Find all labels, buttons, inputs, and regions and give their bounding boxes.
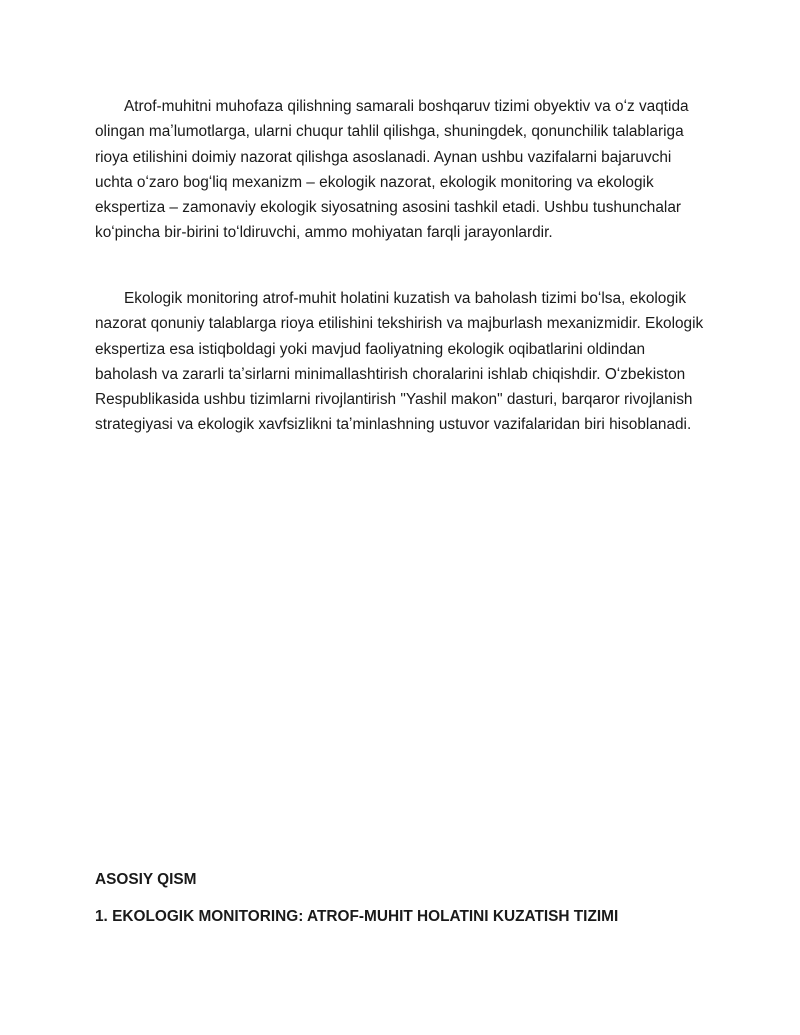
section-heading: ASOSIY QISM xyxy=(95,871,197,888)
body-paragraph: Ekologik monitoring atrof-muhit holatini kuzatish va baholash tizimi boʻlsa, ekologik nazorat qonuniy talablarga rioya etilishini tekshirish va majburlash mexanizmidir. Ekologik ekspertiza esa istiqboldagi yoki mavjud faoliyatning ekologik oqibatlarini oldindan baholash va zararli taʼsirlarni minimallashtirish choralarini ishlab chiqishdir. Oʻzbekiston Respublikasida ushbu tizimlarni rivojlantirish "Yashil makon" dasturi, barqaror rivojlanish strategiyasi va ekologik xavfsizlikni taʼminlashning ustuvor vazifalaridan biri hisoblanadi. xyxy=(95,290,704,434)
subsection-heading: 1. EKOLOGIK MONITORING: ATROF-MUHIT HOLATINI KUZATISH TIZIMI xyxy=(95,908,619,925)
body-paragraph: Atrof-muhitni muhofaza qilishning samarali boshqaruv tizimi obyektiv va oʻz vaqtida olingan maʼlumotlarga, ularni chuqur tahlil qilishga, shuningdek, qonunchilik talablariga rioya etilishini doimiy nazorat qilishga asoslanadi. Aynan ushbu vazifalarni bajaruvchi uchta oʻzaro bogʻliq mexanizm – ekologik nazorat, ekologik monitoring va ekologik ekspertiza – zamonaviy ekologik siyosatning asosini tashkil etadi. Ushbu tushunchalar koʻpincha bir-birini toʻldiruvchi, ammo mohiyatan farqli jarayonlardir. xyxy=(95,98,689,242)
